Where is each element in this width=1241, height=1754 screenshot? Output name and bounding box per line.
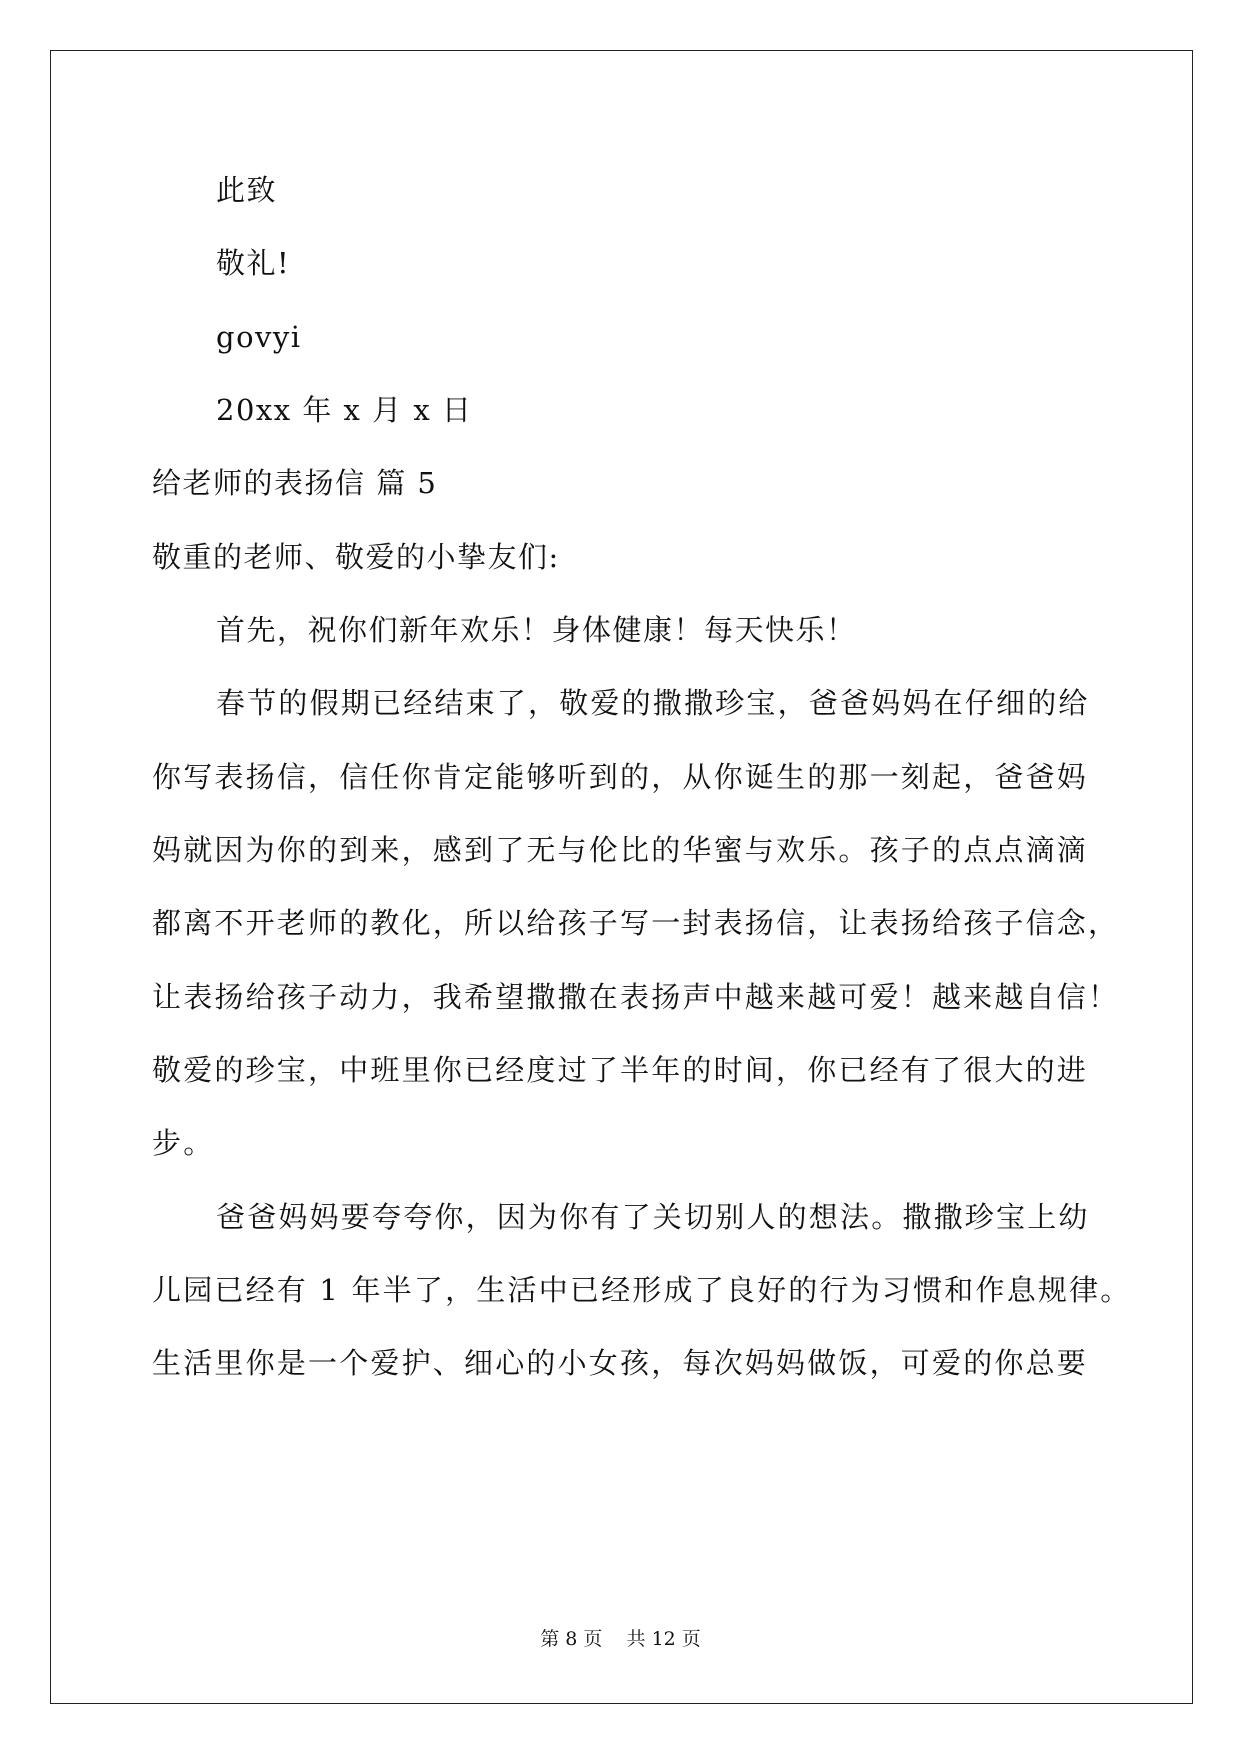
paragraph-1-line: 都离不开老师的教化，所以给孩子写一封表扬信，让表扬给孩子信念，: [152, 906, 1120, 940]
letter-greeting: 首先，祝你们新年欢乐！身体健康！每天快乐！: [216, 613, 857, 647]
letter-addressee: 敬重的老师、敬爱的小挚友们:: [152, 540, 560, 574]
paragraph-1-line: 春节的假期已经结束了，敬爱的撒撒珍宝，爸爸妈妈在仔细的给: [216, 686, 1090, 720]
page-frame: [50, 50, 1193, 1704]
paragraph-1-line: 妈就因为你的到来，感到了无与伦比的华蜜与欢乐。孩子的点点滴滴: [152, 833, 1089, 867]
closing-salutation: 此致: [216, 173, 278, 207]
paragraph-2-line: 爸爸妈妈要夸夸你，因为你有了关切别人的想法。撒撒珍宝上幼: [216, 1200, 1090, 1234]
paragraph-1-line: 你写表扬信，信任你肯定能够听到的，从你诞生的那一刻起，爸爸妈: [152, 760, 1089, 794]
paragraph-2-line: 儿园已经有 1 年半了，生活中已经形成了良好的行为习惯和作息规律。: [152, 1273, 1132, 1307]
page-number-footer: 第 8 页 共 12 页: [540, 1628, 701, 1650]
paragraph-1-line: 步。: [152, 1126, 215, 1160]
section-title: 给老师的表扬信 篇 5: [152, 466, 438, 500]
closing-respects: 敬礼!: [216, 246, 291, 280]
paragraph-2-line: 生活里你是一个爱护、细心的小女孩，每次妈妈做饭，可爱的你总要: [152, 1346, 1089, 1380]
signature: govyi: [216, 320, 302, 354]
letter-date: 20xx 年 x 月 x 日: [216, 393, 473, 427]
paragraph-1-line: 敬爱的珍宝，中班里你已经度过了半年的时间，你已经有了很大的进: [152, 1053, 1089, 1087]
paragraph-1-line: 让表扬给孩子动力，我希望撒撒在表扬声中越来越可爱！越来越自信！: [152, 980, 1120, 1014]
